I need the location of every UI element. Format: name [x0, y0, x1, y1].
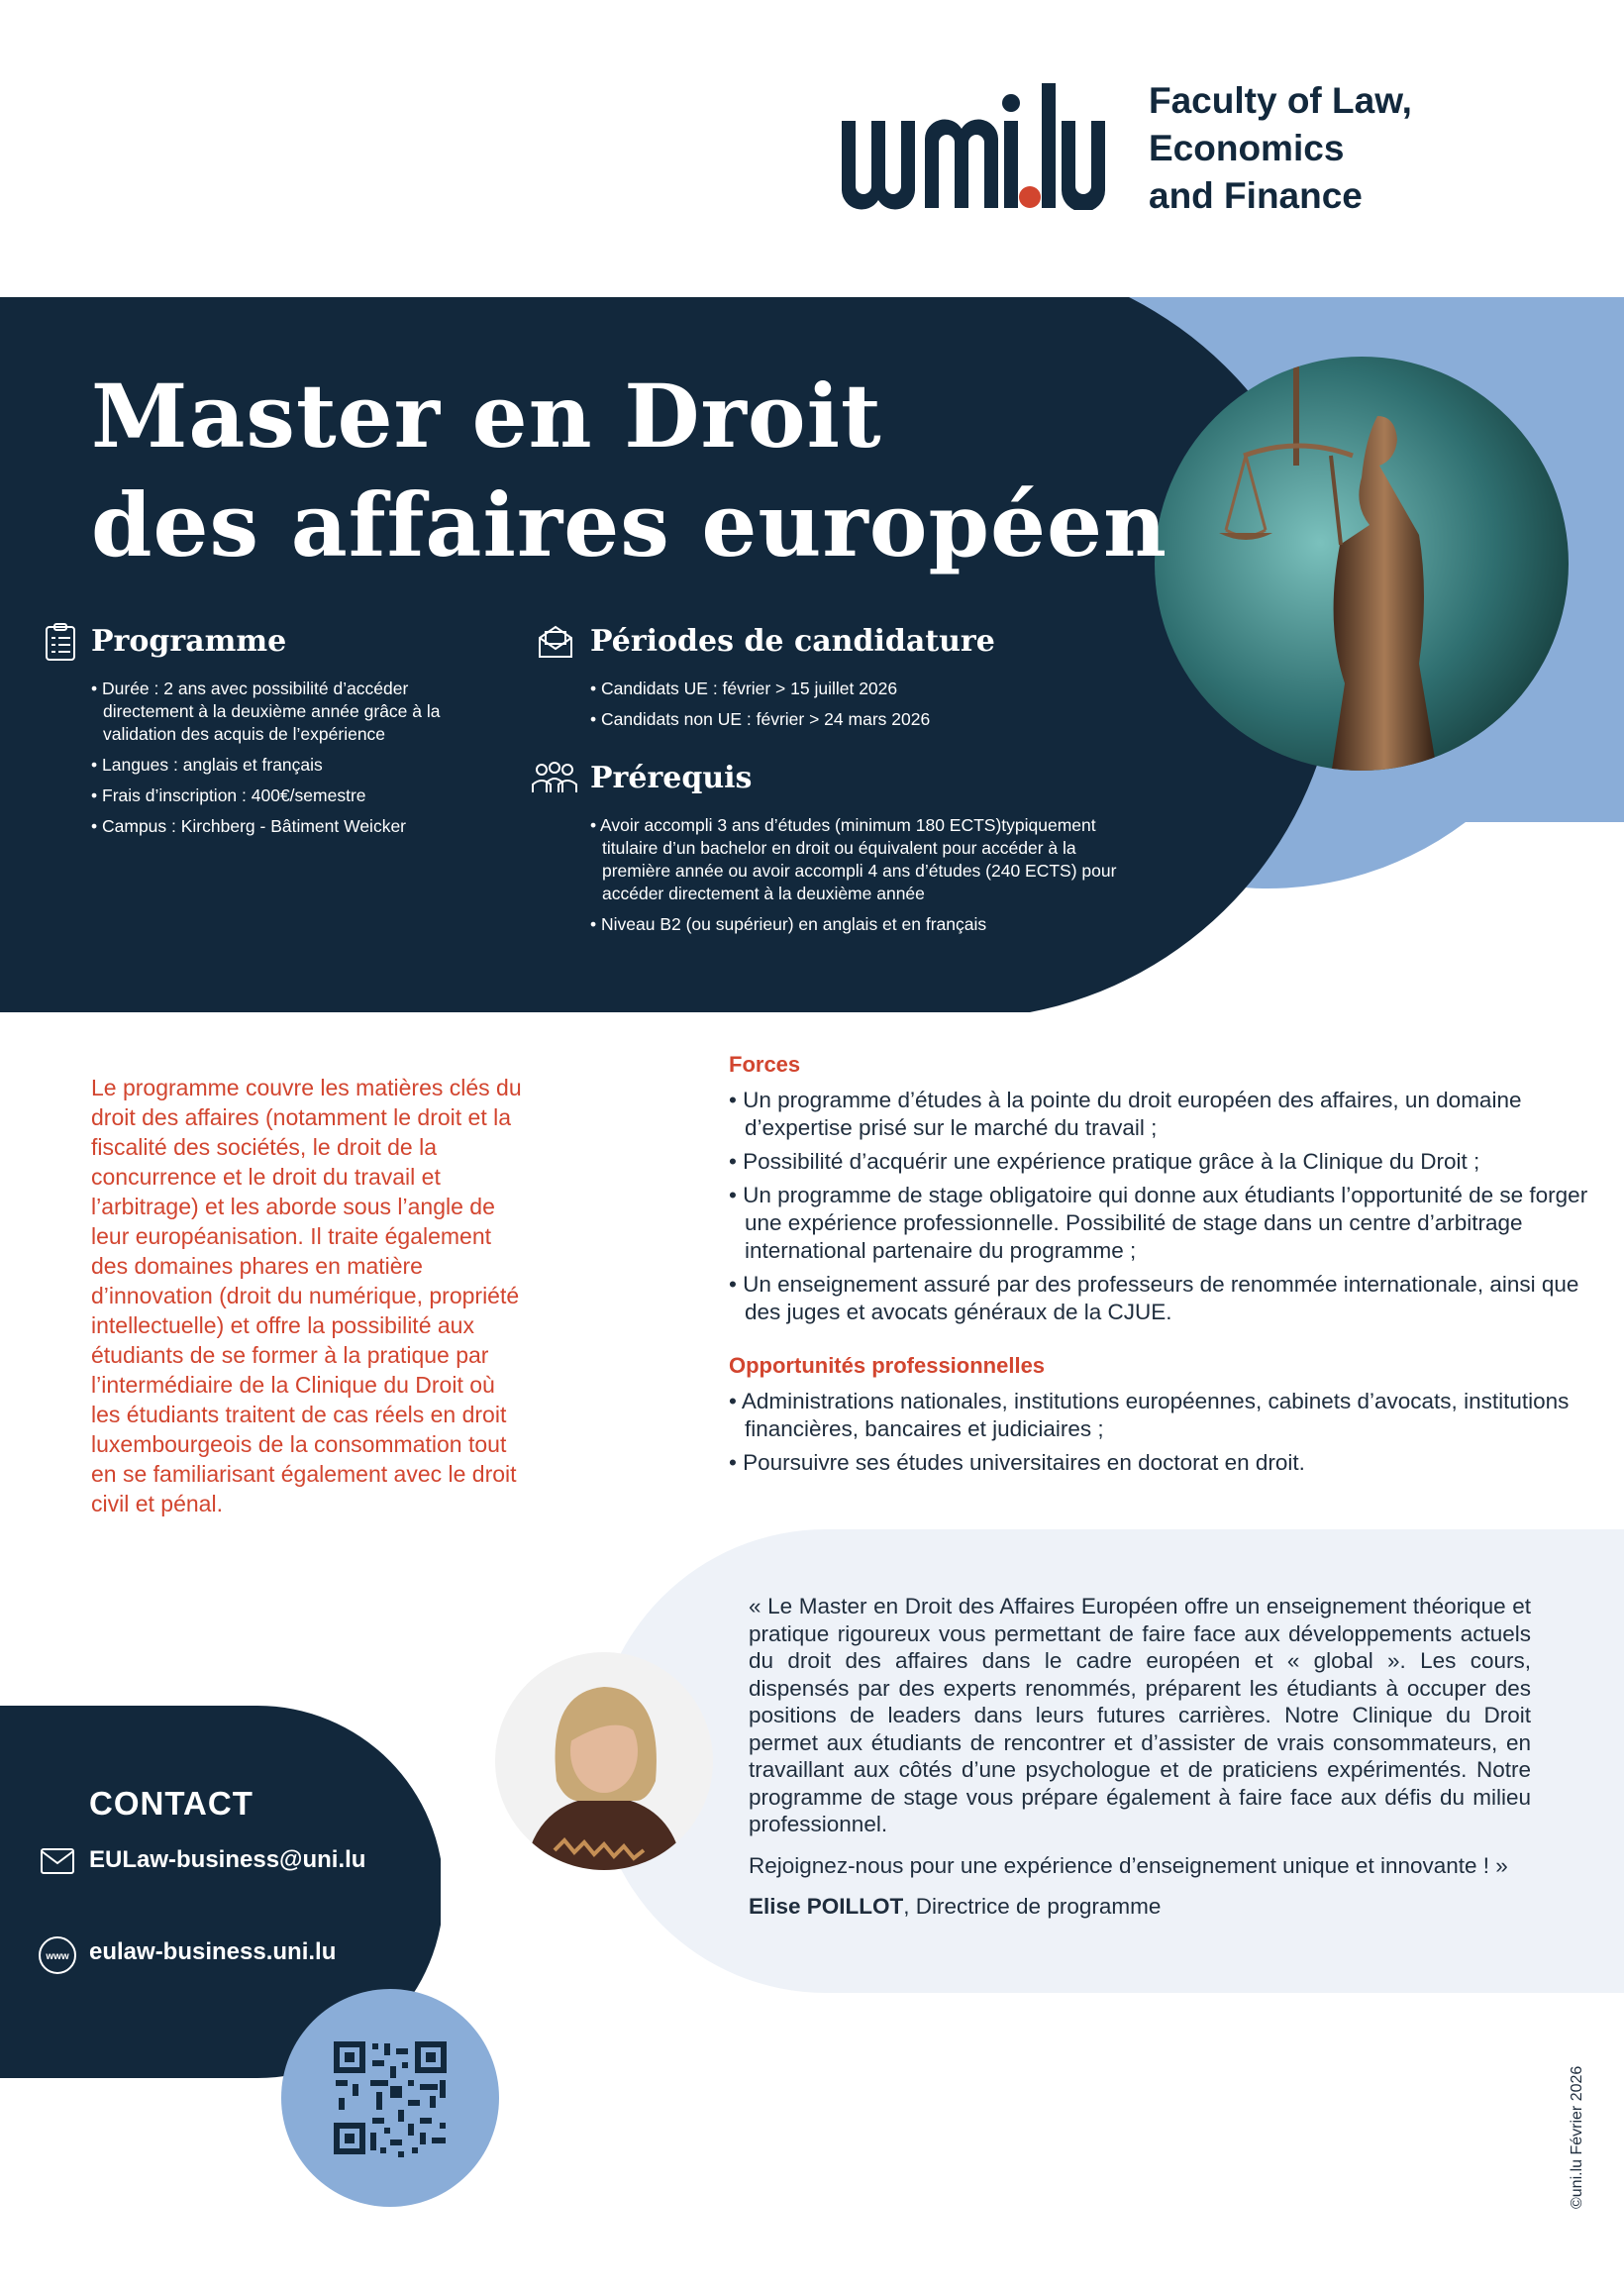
faculty-line: Economics	[1149, 128, 1345, 168]
envelope-open-icon	[537, 624, 574, 660]
programme-heading: Programme	[91, 624, 287, 659]
intro-paragraph: Le programme couvre les matières clés du droit des affaires (notamment le droit et la fiscalité des sociétés, le droit de la concurrence et le droit du travail et l’arbitrage) et les aborde sous l’angle de leur européanisation. Il traite également des domaines phares en matière d’innovation (droit du numérique, propriété intellectuelle) et offre la possibilité aux étudiants de se former à la pratique par l’intermédiaire de la Clinique du Droit où les étudiants traitent de cas réels en droit luxembourgeois de la consommation tout en se familiarisant également avec le droit civil et pénal.	[91, 1075, 522, 1516]
list-item: • Avoir accompli 3 ans d’études (minimum 180 ECTS)typiquement titulaire d’un bachelor en droit ou équivalent pour accéder à la première année ou avoir accompli 4 ans d’études (240 ECTS) pour accéder directement à la deuxième année	[590, 814, 1145, 905]
qr-code[interactable]	[281, 1989, 499, 2207]
forces-heading: Forces	[729, 1052, 801, 1077]
uni-lu-logo	[840, 81, 1117, 210]
periods-list	[590, 678, 1066, 739]
list-item: • Un programme d’études à la pointe du droit européen des affaires, un domaine d’expertise prisé sur le marché du travail ;	[729, 1087, 1590, 1142]
page-title	[91, 362, 1167, 579]
prereq-heading: Prérequis	[590, 761, 753, 795]
programme-list	[91, 678, 467, 846]
quote-text: « Le Master en Droit des Affaires Européen offre un enseignement théorique et pratique rigoureux vous permettant de faire face aux développements actuels du droit des affaires dans le cadre européen et « global ». Les cours, dispensés par des experts renommés, préparent les étudiants à occuper des positions de leaders dans leurs futures carrières. Notre Clinique du Droit permet aux étudiants de rencontrer et d’assister de vrais consommateurs, en travaillant aux côtés d’une psychologue et de praticiens expérimentés. Notre programme de stage vous prépare également à faire face aux défis du milieu professionnel.	[749, 1594, 1531, 1836]
opportunities-list	[729, 1388, 1590, 1483]
periods-heading: Périodes de candidature	[590, 624, 995, 659]
envelope-icon	[40, 1847, 75, 1875]
list-item: • Candidats non UE : février > 24 mars 2026	[590, 708, 1066, 731]
faculty-line: Faculty of Law,	[1149, 80, 1412, 121]
globe-www-icon	[38, 1935, 77, 1975]
contact-website-link[interactable]: eulaw-business.uni.lu	[89, 1938, 337, 1965]
quote-author	[749, 1893, 1531, 1921]
list-item: • Durée : 2 ans avec possibilité d’accéder directement à la deuxième année grâce à la validation des acquis de l’expérience	[91, 678, 467, 746]
copyright-text: ©uni.lu Février 2026	[1569, 2065, 1585, 2209]
list-item: • Campus : Kirchberg - Bâtiment Weicker	[91, 815, 467, 838]
list-item: • Administrations nationales, institutions européennes, cabinets d’avocats, institutions financières, bancaires et judiciaires ;	[729, 1388, 1590, 1443]
clipboard-list-icon	[44, 622, 77, 662]
quote-closing: Rejoignez-nous pour une expérience d’enseignement unique et innovante ! »	[749, 1852, 1508, 1878]
group-people-icon	[530, 761, 579, 794]
list-item: • Poursuivre ses études universitaires en doctorat en droit.	[729, 1449, 1590, 1477]
title-line: des affaires européen	[91, 473, 1167, 576]
author-role: , Directrice de programme	[903, 1894, 1162, 1919]
www-icon-text: www	[46, 1951, 69, 1962]
lady-justice-photo	[1155, 357, 1569, 771]
list-item: • Niveau B2 (ou supérieur) en anglais et en français	[590, 913, 1145, 936]
list-item: • Langues : anglais et français	[91, 754, 467, 777]
director-portrait	[495, 1652, 713, 1870]
forces-list	[729, 1087, 1590, 1332]
list-item: • Candidats UE : février > 15 juillet 2026	[590, 678, 1066, 700]
list-item: • Possibilité d’acquérir une expérience pratique grâce à la Clinique du Droit ;	[729, 1148, 1590, 1176]
title-line: Master en Droit	[91, 365, 882, 468]
list-item: • Un programme de stage obligatoire qui donne aux étudiants l’opportunité de se forger une expérience professionnelle. Possibilité de stage dans un centre d’arbitrage international partenaire du programme ;	[729, 1182, 1590, 1265]
testimonial-quote	[749, 1593, 1531, 1934]
faculty-line: and Finance	[1149, 175, 1363, 216]
list-item: • Un enseignement assuré par des professeurs de renommée internationale, ainsi que des juges et avocats généraux de la CJUE.	[729, 1271, 1590, 1326]
contact-heading: CONTACT	[89, 1785, 254, 1822]
faculty-name	[1149, 77, 1412, 220]
author-name: Elise POILLOT	[749, 1894, 904, 1919]
prereq-list	[590, 814, 1145, 944]
list-item: • Frais d’inscription : 400€/semestre	[91, 784, 467, 807]
opportunities-heading: Opportunités professionnelles	[729, 1353, 1046, 1378]
contact-email-link[interactable]: EULaw-business@uni.lu	[89, 1846, 366, 1873]
